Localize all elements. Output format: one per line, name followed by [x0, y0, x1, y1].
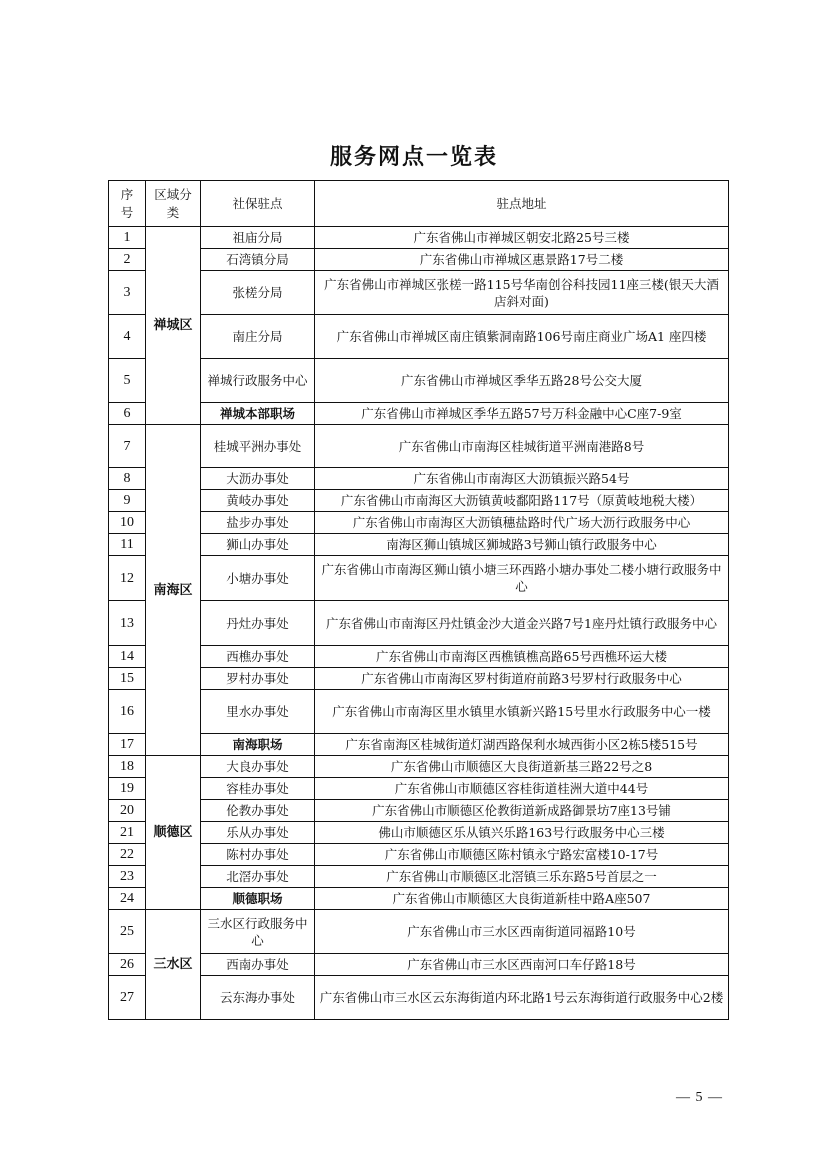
point-address: 广东省佛山市禅城区朝安北路25号三楼: [315, 227, 729, 249]
point-name: 大沥办事处: [201, 468, 315, 490]
district-cell: 禅城区: [146, 227, 201, 425]
header-address: 驻点地址: [315, 181, 729, 227]
point-name: 顺德职场: [201, 888, 315, 910]
row-number: 13: [109, 601, 146, 646]
table-row: [109, 646, 729, 668]
table-row: [109, 756, 729, 778]
row-number: 26: [109, 954, 146, 976]
point-name: 陈村办事处: [201, 844, 315, 866]
point-address: 广东省佛山市禅城区南庄镇紫洞南路106号南庄商业广场A1 座四楼: [315, 315, 729, 359]
table-row: [109, 490, 729, 512]
table-row: [109, 954, 729, 976]
table-row: [109, 668, 729, 690]
table-row: [109, 888, 729, 910]
row-number: 27: [109, 976, 146, 1020]
point-name: 禅城本部职场: [201, 403, 315, 425]
point-address: 广东省佛山市顺德区北滘镇三乐东路5号首层之一: [315, 866, 729, 888]
row-number: 8: [109, 468, 146, 490]
district-cell: 南海区: [146, 425, 201, 756]
table-row: [109, 315, 729, 359]
table-row: [109, 822, 729, 844]
point-name: 南庄分局: [201, 315, 315, 359]
point-address: 广东省佛山市三水区西南河口车仔路18号: [315, 954, 729, 976]
row-number: 5: [109, 359, 146, 403]
point-name: 三水区行政服务中心: [201, 910, 315, 954]
row-number: 12: [109, 556, 146, 601]
row-number: 3: [109, 271, 146, 315]
row-number: 18: [109, 756, 146, 778]
row-number: 22: [109, 844, 146, 866]
point-address: 广东省佛山市顺德区伦教街道新成路御景坊7座13号铺: [315, 800, 729, 822]
point-name: 祖庙分局: [201, 227, 315, 249]
point-address: 广东省佛山市顺德区容桂街道桂洲大道中44号: [315, 778, 729, 800]
point-address: 广东省佛山市三水区云东海街道内环北路1号云东海街道行政服务中心2楼: [315, 976, 729, 1020]
table-row: [109, 468, 729, 490]
point-name: 张槎分局: [201, 271, 315, 315]
point-name: 伦教办事处: [201, 800, 315, 822]
point-name: 云东海办事处: [201, 976, 315, 1020]
point-name: 里水办事处: [201, 690, 315, 734]
point-address: 广东省佛山市顺德区陈村镇永宁路宏富楼10-17号: [315, 844, 729, 866]
point-name: 盐步办事处: [201, 512, 315, 534]
row-number: 2: [109, 249, 146, 271]
point-name: 西樵办事处: [201, 646, 315, 668]
point-address: 广东省佛山市三水区西南街道同福路10号: [315, 910, 729, 954]
row-number: 19: [109, 778, 146, 800]
row-number: 17: [109, 734, 146, 756]
header-no: 序号: [109, 181, 146, 227]
table-row: [109, 800, 729, 822]
point-address: 广东省佛山市禅城区季华五路57号万科金融中心C座7-9室: [315, 403, 729, 425]
row-number: 1: [109, 227, 146, 249]
table-header-row: [109, 181, 729, 227]
point-address: 广东省佛山市南海区西樵镇樵高路65号西樵环运大楼: [315, 646, 729, 668]
point-address: 广东省佛山市顺德区大良街道新基三路22号之8: [315, 756, 729, 778]
table-row: [109, 425, 729, 468]
row-number: 7: [109, 425, 146, 468]
row-number: 9: [109, 490, 146, 512]
row-number: 25: [109, 910, 146, 954]
table-row: [109, 910, 729, 954]
table-row: [109, 734, 729, 756]
table-row: [109, 534, 729, 556]
point-address: 广东省佛山市南海区大沥镇振兴路54号: [315, 468, 729, 490]
table-row: [109, 271, 729, 315]
header-point: 社保驻点: [201, 181, 315, 227]
point-name: 西南办事处: [201, 954, 315, 976]
point-address: 广东省佛山市禅城区张槎一路115号华南创谷科技园11座三楼(银天大酒店斜对面): [315, 271, 729, 315]
table-row: [109, 227, 729, 249]
table-row: [109, 359, 729, 403]
point-address: 广东省佛山市南海区桂城街道平洲南港路8号: [315, 425, 729, 468]
point-name: 北滘办事处: [201, 866, 315, 888]
page-title: 服务网点一览表: [329, 144, 498, 170]
district-cell: 顺德区: [146, 756, 201, 910]
table-row: [109, 249, 729, 271]
point-address: 广东省佛山市南海区丹灶镇金沙大道金兴路7号1座丹灶镇行政服务中心: [315, 601, 729, 646]
point-address: 广东省南海区桂城街道灯湖西路保利水城西街小区2栋5楼515号: [315, 734, 729, 756]
point-address: 广东省佛山市顺德区大良街道新桂中路A座507: [315, 888, 729, 910]
row-number: 6: [109, 403, 146, 425]
header-district: 区域分类: [146, 181, 201, 227]
point-name: 大良办事处: [201, 756, 315, 778]
row-number: 4: [109, 315, 146, 359]
point-name: 狮山办事处: [201, 534, 315, 556]
row-number: 15: [109, 668, 146, 690]
point-address: 广东省佛山市南海区大沥镇穗盐路时代广场大沥行政服务中心: [315, 512, 729, 534]
point-address: 广东省佛山市禅城区惠景路17号二楼: [315, 249, 729, 271]
row-number: 23: [109, 866, 146, 888]
point-name: 罗村办事处: [201, 668, 315, 690]
table-row: [109, 976, 729, 1020]
table-row: [109, 778, 729, 800]
table-row: [109, 844, 729, 866]
point-name: 桂城平洲办事处: [201, 425, 315, 468]
table-row: [109, 403, 729, 425]
table-row: [109, 601, 729, 646]
row-number: 10: [109, 512, 146, 534]
point-address: 佛山市顺德区乐从镇兴乐路163号行政服务中心三楼: [315, 822, 729, 844]
point-address: 南海区狮山镇城区狮城路3号狮山镇行政服务中心: [315, 534, 729, 556]
row-number: 21: [109, 822, 146, 844]
point-address: 广东省佛山市南海区罗村街道府前路3号罗村行政服务中心: [315, 668, 729, 690]
point-name: 容桂办事处: [201, 778, 315, 800]
point-name: 禅城行政服务中心: [201, 359, 315, 403]
point-name: 丹灶办事处: [201, 601, 315, 646]
point-address: 广东省佛山市南海区里水镇里水镇新兴路15号里水行政服务中心一楼: [315, 690, 729, 734]
row-number: 11: [109, 534, 146, 556]
page-number: — 5 —: [676, 1090, 723, 1105]
row-number: 24: [109, 888, 146, 910]
row-number: 16: [109, 690, 146, 734]
service-points-table: [108, 180, 729, 1020]
point-address: 广东省佛山市南海区狮山镇小塘三环西路小塘办事处二楼小塘行政服务中心: [315, 556, 729, 601]
table-row: [109, 866, 729, 888]
point-name: 乐从办事处: [201, 822, 315, 844]
row-number: 14: [109, 646, 146, 668]
table-row: [109, 690, 729, 734]
point-name: 黄岐办事处: [201, 490, 315, 512]
table-row: [109, 512, 729, 534]
row-number: 20: [109, 800, 146, 822]
point-address: 广东省佛山市禅城区季华五路28号公交大厦: [315, 359, 729, 403]
table-row: [109, 556, 729, 601]
point-address: 广东省佛山市南海区大沥镇黄岐鄱阳路117号（原黄岐地税大楼）: [315, 490, 729, 512]
point-name: 南海职场: [201, 734, 315, 756]
district-cell: 三水区: [146, 910, 201, 1020]
point-name: 石湾镇分局: [201, 249, 315, 271]
point-name: 小塘办事处: [201, 556, 315, 601]
